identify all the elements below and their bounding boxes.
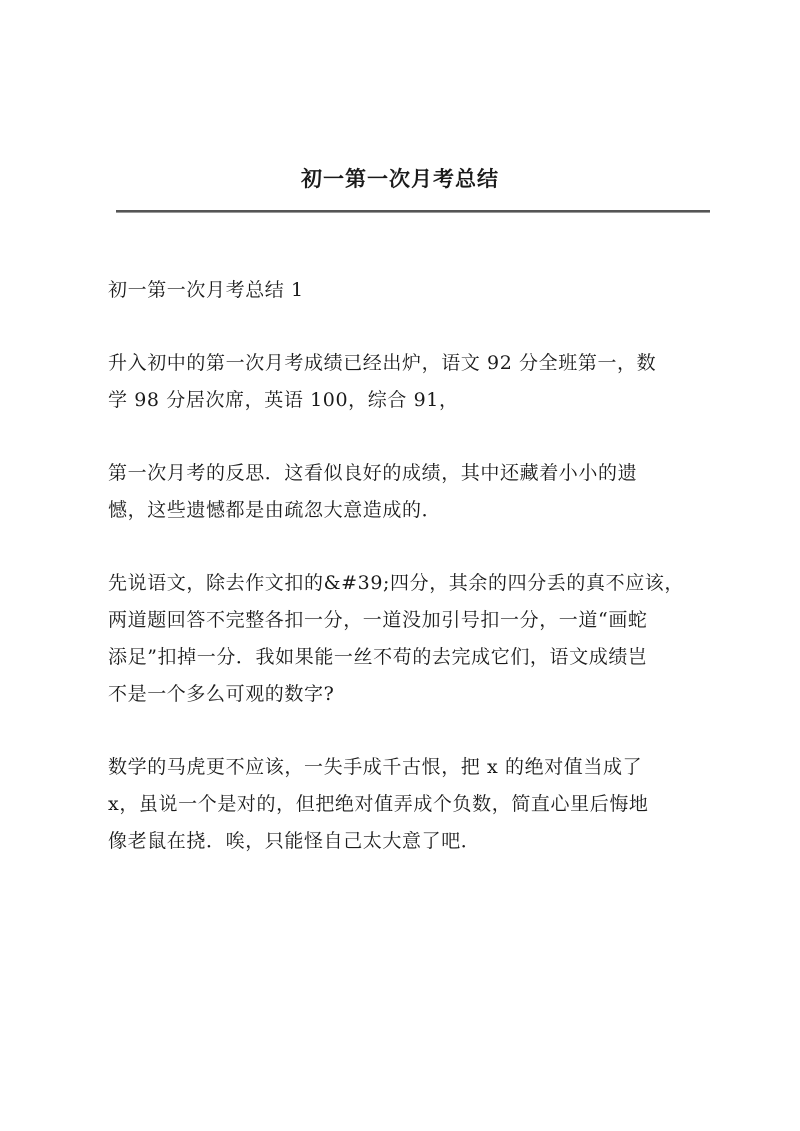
document-body	[108, 272, 704, 896]
paragraph-chinese: 先说语文，除去作文扣的&#39;四分，其余的四分丢的真不应该， 两道题回答不完整各扣一分，一道没加引号扣一分，一道“画蛇 添足”扣掉一分．我如果能一丝不苟的去完成它们，语文成绩岂 不是一个多么可观的数字?	[108, 572, 685, 705]
paragraph-scores: 升入初中的第一次月考成绩已经出炉，语文 92 分全班第一，数 学 98 分居次席，英语 100，综合 91，	[108, 352, 657, 411]
section-heading: 初一第一次月考总结 1	[108, 279, 304, 301]
paragraph-math: 数学的马虎更不应该，一失手成千古恨，把 x 的绝对值当成了 x，虽说一个是对的，但把绝对值弄成个负数，简直心里后悔地 像老鼠在挠．唉，只能怪自己太大意了吧．	[108, 756, 649, 852]
document-title: 初一第一次月考总结	[301, 166, 499, 191]
paragraph-reflection: 第一次月考的反思．这看似良好的成绩，其中还藏着小小的遗 憾，这些遗憾都是由疏忽大意造成的．	[108, 462, 638, 521]
title-underline	[116, 210, 710, 213]
